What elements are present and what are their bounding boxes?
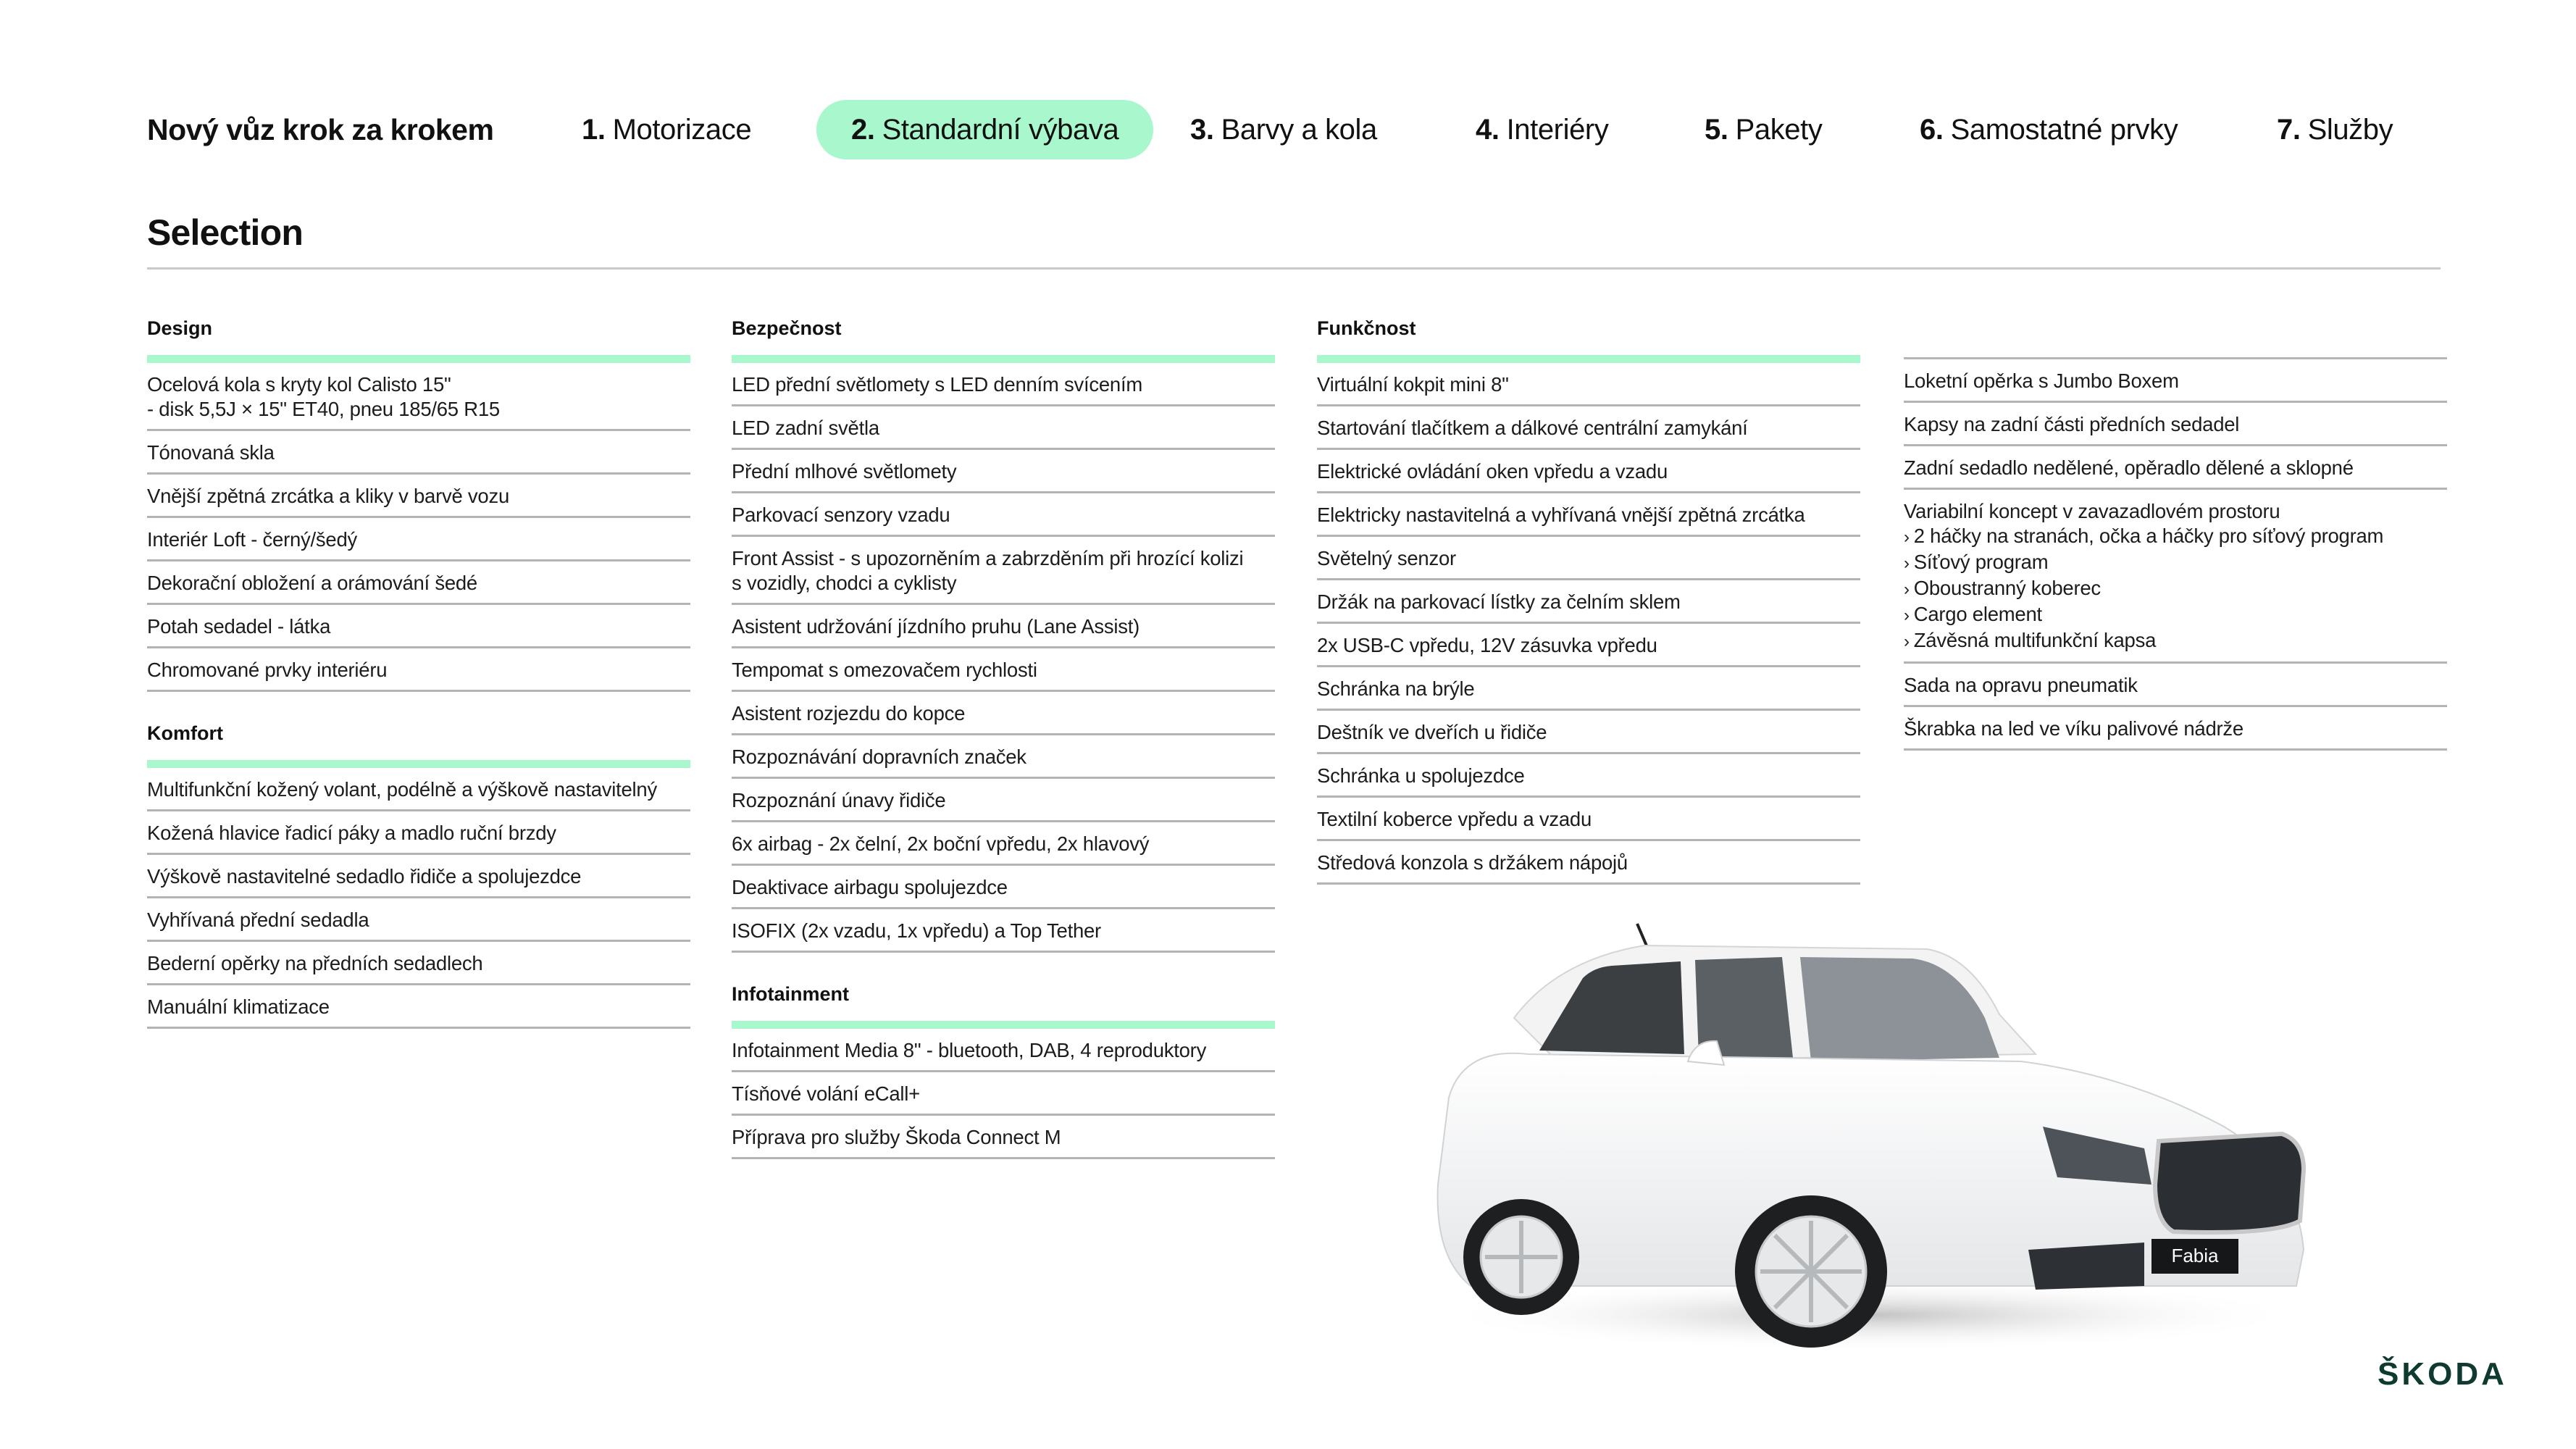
group-heading: Bezpečnost (732, 317, 842, 339)
page-title: Selection (147, 212, 304, 253)
feature-item (147, 985, 690, 1029)
nav-step-number: 4. (1476, 113, 1500, 146)
feature-text: Středová konzola s držákem nápojů (1317, 851, 1628, 874)
feature-item (1317, 363, 1860, 406)
feature-text: Multifunkční kožený volant, podélně a výškově nastavitelný (147, 778, 657, 801)
feature-item (147, 898, 690, 942)
feature-item (732, 537, 1275, 605)
feature-text: Tísňové volání eCall+ (732, 1082, 920, 1105)
feature-text: Tempomat s omezovačem rychlosti (732, 659, 1037, 681)
group-heading: Komfort (147, 722, 223, 744)
feature-item (732, 450, 1275, 493)
feature-text: - disk 5,5J × 15" ET40, pneu 185/65 R15 (147, 398, 500, 420)
feature-text: Potah sedadel - látka (147, 615, 331, 638)
feature-item (1317, 580, 1860, 624)
car-image (1405, 909, 2318, 1358)
feature-item (1317, 711, 1860, 754)
feature-text: 2x USB-C vpředu, 12V zásuvka vpředu (1317, 634, 1657, 656)
nav-step-4[interactable] (1476, 100, 1608, 159)
feature-item (732, 692, 1275, 735)
nav-step-3[interactable] (1190, 100, 1377, 159)
feature-group (147, 692, 690, 1029)
feature-item (147, 942, 690, 985)
nav-step-number: 6. (1920, 113, 1944, 146)
column-4 (1904, 357, 2447, 751)
feature-text: Loketní opěrka s Jumbo Boxem (1904, 369, 2179, 392)
feature-item (732, 648, 1275, 692)
feature-item (732, 735, 1275, 779)
feature-text: Deštník ve dveřích u řidiče (1317, 721, 1547, 743)
feature-text: Rozpoznávání dopravních značek (732, 746, 1026, 768)
feature-item (147, 363, 690, 431)
feature-subitem: › Závěsná multifunkční kapsa (1904, 628, 2447, 654)
feature-text: Škrabka na led ve víku palivové nádrže (1904, 717, 2243, 740)
column-1 (147, 312, 690, 1029)
feature-text: Manuální klimatizace (147, 995, 330, 1018)
feature-item (732, 909, 1275, 953)
car-illustration-icon (1405, 909, 2318, 1358)
svg-text:Fabia: Fabia (2171, 1245, 2219, 1266)
feature-text: Schránka u spolujezdce (1317, 764, 1525, 787)
feature-item (147, 648, 690, 692)
feature-item (1317, 450, 1860, 493)
feature-text: Virtuální kokpit mini 8" (1317, 373, 1509, 396)
feature-text: Kožená hlavice řadicí páky a madlo ruční brzdy (147, 822, 556, 844)
feature-item (732, 779, 1275, 822)
feature-text: Bederní opěrky na předních sedadlech (147, 952, 483, 974)
feature-item (732, 406, 1275, 450)
nav-step-label: Samostatné prvky (1950, 113, 2178, 146)
feature-subitem: › Oboustranný koberec (1904, 576, 2447, 602)
group-heading: Design (147, 317, 213, 339)
feature-item (732, 1072, 1275, 1116)
title-divider (147, 267, 2441, 270)
nav-step-number: 1. (582, 113, 606, 146)
feature-text: Startování tlačítkem a dálkové centrální zamykání (1317, 417, 1748, 439)
feature-text: Schránka na brýle (1317, 677, 1475, 700)
feature-text: Světelný senzor (1317, 547, 1456, 569)
feature-text: ISOFIX (2x vzadu, 1x vpředu) a Top Tether (732, 919, 1101, 942)
feature-item (1317, 841, 1860, 885)
group-accent-bar (732, 355, 1275, 363)
group-accent-bar (147, 760, 690, 768)
feature-text: LED přední světlomety s LED denním svícením (732, 373, 1142, 396)
feature-text: Kapsy na zadní části předních sedadel (1904, 413, 2240, 435)
feature-text: Sada na opravu pneumatik (1904, 674, 2138, 696)
feature-item (1904, 403, 2447, 446)
feature-item (732, 363, 1275, 406)
feature-text: Tónovaná skla (147, 441, 275, 464)
group-spacer (732, 953, 1275, 977)
group-spacer (147, 692, 690, 717)
feature-item (1317, 624, 1860, 667)
feature-item (147, 811, 690, 855)
feature-text: Dekorační obložení a orámování šedé (147, 572, 477, 594)
nav-step-5[interactable] (1705, 100, 1822, 159)
feature-item (732, 822, 1275, 866)
feature-group (147, 312, 690, 692)
feature-text: Držák na parkovací lístky za čelním sklem (1317, 590, 1681, 613)
nav-step-6[interactable] (1920, 100, 2178, 159)
feature-item (732, 1116, 1275, 1159)
nav-step-label: Služby (2307, 113, 2393, 146)
feature-text: Front Assist - s upozorněním a zabrzděním při hrozící kolizi (732, 547, 1244, 569)
group-heading: Infotainment (732, 983, 849, 1005)
nav-step-label: Pakety (1735, 113, 1823, 146)
feature-item (1904, 446, 2447, 490)
feature-item (147, 561, 690, 605)
feature-group (732, 953, 1275, 1159)
nav-step-1[interactable] (582, 100, 751, 159)
feature-text: s vozidly, chodci a cyklisty (732, 572, 957, 594)
feature-text: Elektrické ovládání oken vpředu a vzadu (1317, 460, 1668, 483)
feature-subitem: › Cargo element (1904, 602, 2447, 628)
feature-group (1904, 357, 2447, 751)
nav-step-2[interactable] (816, 100, 1153, 159)
feature-item (732, 1029, 1275, 1072)
feature-text: Ocelová kola s kryty kol Calisto 15" (147, 373, 451, 396)
feature-item (1904, 359, 2447, 403)
feature-item (147, 475, 690, 518)
group-accent-bar (147, 355, 690, 363)
feature-text: Rozpoznání únavy řidiče (732, 789, 946, 811)
feature-item (732, 605, 1275, 648)
feature-text: Deaktivace airbagu spolujezdce (732, 876, 1008, 898)
nav-title: Nový vůz krok za krokem (147, 112, 494, 146)
feature-text: Vyhřívaná přední sedadla (147, 909, 369, 931)
feature-text: 6x airbag - 2x čelní, 2x boční vpředu, 2x hlavový (732, 832, 1150, 855)
feature-text: Výškově nastavitelné sedadlo řidiče a spolujezdce (147, 865, 582, 888)
nav-step-7[interactable] (2277, 100, 2393, 159)
feature-text: Textilní koberce vpředu a vzadu (1317, 808, 1592, 830)
feature-text: Přední mlhové světlomety (732, 460, 957, 483)
column-2 (732, 312, 1275, 1159)
feature-text: Asistent udržování jízdního pruhu (Lane Assist) (732, 615, 1140, 638)
feature-item (1904, 490, 2447, 664)
feature-text: LED zadní světla (732, 417, 879, 439)
feature-text: Variabilní koncept v zavazadlovém prostoru (1904, 500, 2280, 522)
feature-item (1317, 667, 1860, 711)
group-accent-bar (1317, 355, 1860, 363)
feature-item (147, 518, 690, 561)
feature-item (1904, 664, 2447, 707)
nav-step-number: 2. (851, 113, 875, 146)
feature-item (1317, 754, 1860, 798)
feature-text: Vnější zpětná zrcátka a kliky v barvě vozu (147, 485, 510, 507)
feature-subitem: › 2 háčky na stranách, očka a háčky pro síťový program (1904, 524, 2447, 550)
group-heading: Funkčnost (1317, 317, 1416, 339)
nav-step-label: Interiéry (1506, 113, 1609, 146)
feature-item (1317, 406, 1860, 450)
feature-text: Příprava pro služby Škoda Connect M (732, 1126, 1061, 1148)
nav-step-number: 3. (1190, 113, 1214, 146)
feature-item (147, 855, 690, 898)
nav-step-label: Barvy a kola (1221, 113, 1377, 146)
feature-group (732, 312, 1275, 953)
feature-text: Interiér Loft - černý/šedý (147, 528, 358, 551)
feature-item (1317, 798, 1860, 841)
feature-item (147, 431, 690, 475)
column-3 (1317, 312, 1860, 885)
feature-item (1317, 537, 1860, 580)
feature-text: Chromované prvky interiéru (147, 659, 388, 681)
feature-text: Parkovací senzory vzadu (732, 504, 950, 526)
feature-group (1317, 312, 1860, 885)
feature-item (732, 866, 1275, 909)
feature-item (732, 493, 1275, 537)
feature-item (1317, 493, 1860, 537)
feature-text: Elektricky nastavitelná a vyhřívaná vnější zpětná zrcátka (1317, 504, 1805, 526)
nav-step-label: Motorizace (612, 113, 752, 146)
skoda-logo: ŠKODA (2378, 1356, 2507, 1392)
nav-step-number: 7. (2277, 113, 2301, 146)
nav-step-number: 5. (1705, 113, 1728, 146)
feature-item (147, 605, 690, 648)
feature-text: Asistent rozjezdu do kopce (732, 702, 966, 724)
feature-item (1904, 707, 2447, 751)
group-accent-bar (732, 1021, 1275, 1029)
nav-step-label: Standardní výbava (882, 113, 1119, 146)
feature-subitem: › Síťový program (1904, 550, 2447, 576)
feature-item (147, 768, 690, 811)
feature-text: Zadní sedadlo nedělené, opěradlo dělené a sklopné (1904, 456, 2354, 479)
feature-text: Infotainment Media 8" - bluetooth, DAB, 4 reproduktory (732, 1039, 1207, 1061)
